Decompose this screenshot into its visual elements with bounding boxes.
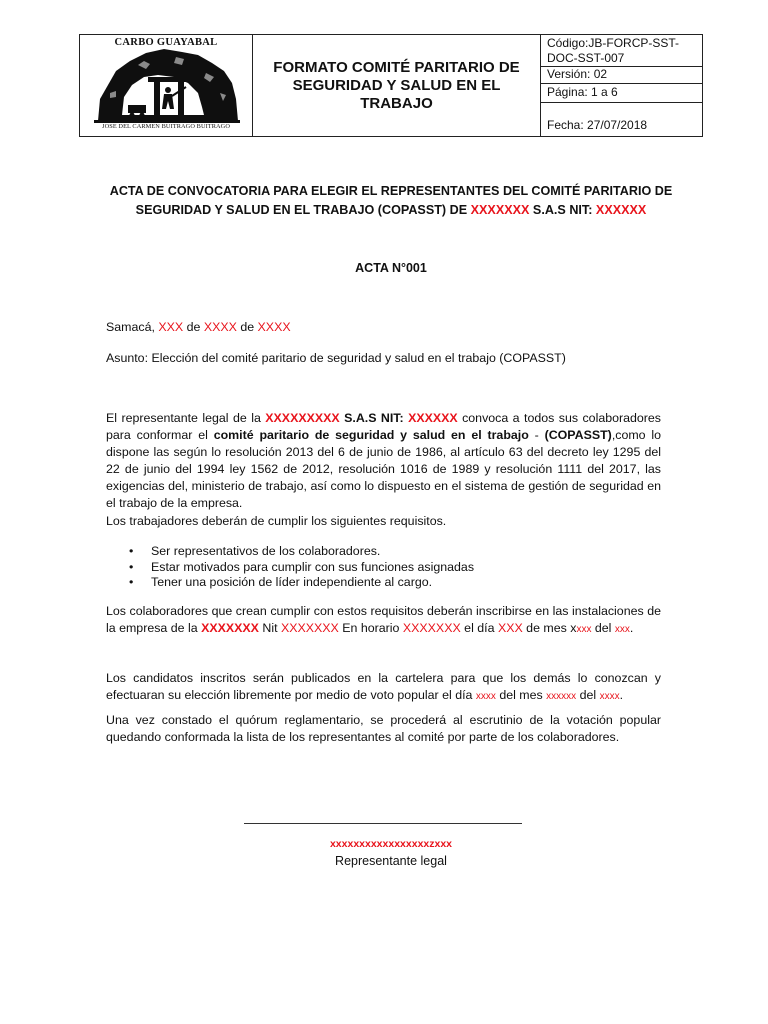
day-placeholder: XXX: [158, 320, 184, 334]
month-placeholder: XXXX: [203, 320, 237, 334]
title-nit-placeholder: XXXXXX: [595, 203, 647, 217]
paragraph-text: .: [629, 621, 634, 635]
copasst-acronym: (COPASST): [544, 428, 612, 442]
paragraph-text: En horario: [338, 621, 403, 635]
place-text: de: [183, 320, 204, 334]
owner-name: JOSE DEL CARMEN BUITRAGO BUITRAGO: [102, 123, 230, 130]
place-text: de: [236, 320, 258, 334]
title-text: ACTA DE CONVOCATORIA PARA ELEGIR EL REPRESENTANTES DEL COMITÉ PARITARIO DE SEGURIDAD Y SALUD EN EL TRABAJO (COPASST) DE: [109, 184, 673, 217]
mining-logo-icon: [94, 49, 240, 123]
signature-line: [244, 823, 522, 824]
paragraph-text: del mes: [495, 688, 547, 702]
paragraph-text: del: [591, 621, 615, 635]
doc-version: Versión: 02: [547, 67, 608, 81]
paragraph-text: Nit: [258, 621, 281, 635]
committee-name: comité paritario de seguridad y salud en el trabajo: [213, 428, 529, 442]
doc-code: Código:JB-FORCP-SST-DOC-SST-007: [547, 36, 680, 65]
year-placeholder: XXXX: [257, 320, 291, 334]
logo-cell: [80, 35, 253, 136]
company-placeholder: XXXXXXXXX: [265, 411, 340, 425]
list-item: • Ser representativos de los colaboradores.: [129, 544, 474, 560]
paragraph-text: del: [576, 688, 600, 702]
nit-placeholder: XXXXXXX: [280, 621, 339, 635]
list-item: • Tener una posición de líder independiente al cargo.: [129, 575, 474, 591]
doc-page: Página: 1 a 6: [547, 85, 618, 99]
header-meta: [540, 35, 702, 136]
publication-paragraph: [106, 670, 661, 705]
paragraph-text: convoca a todos sus colaboradores para conformar el: [106, 411, 662, 442]
place-text: Samacá,: [106, 320, 159, 334]
title-text: S.A.S NIT:: [529, 203, 596, 217]
paragraph-text: el día: [460, 621, 498, 635]
month-placeholder: xxx: [576, 624, 592, 635]
title-company-placeholder: XXXXXXX: [470, 203, 530, 217]
subject-line: Asunto: Elección del comité paritario de seguridad y salud en el trabajo (COPASST): [106, 351, 566, 365]
day-placeholder: XXX: [497, 621, 523, 635]
schedule-placeholder: XXXXXXX: [402, 621, 461, 635]
convocation-paragraph: [106, 410, 661, 512]
header-title: FORMATO COMITÉ PARITARIO DE SEGURIDAD Y SALUD EN EL TRABAJO: [273, 58, 520, 112]
doc-date: Fecha: 27/07/2018: [547, 118, 648, 132]
divider: [541, 83, 702, 84]
list-item: • Estar motivados para cumplir con sus funciones asignadas: [129, 560, 474, 576]
day-placeholder: xxxx: [475, 691, 496, 702]
paragraph-text: de mes x: [522, 621, 577, 635]
year-placeholder: xxx: [614, 624, 630, 635]
paragraph-text: ,como lo dispone las según lo resolución 2013 del 6 de junio de 1986, al artículo 63 del decreto ley 1295 del 22 de junio del 1994 ley 1562 de 2012, resolución 1016 de 1989 y resolución 1111 del 2017, las exigencias del, ministerio de trabajo, así como lo dispuesto en el sistema de gestión de seguridad en el trabajo de la empresa.: [106, 428, 662, 510]
company-placeholder: XXXXXXX: [201, 621, 259, 635]
paragraph-text: -: [528, 428, 545, 442]
paragraph-text: Los colaboradores que crean cumplir con estos requisitos deberán inscribirse en las instalaciones de la empresa de la: [106, 604, 661, 635]
quorum-paragraph: Una vez constado el quórum reglamentario, se procederá al escrutinio de la votación popular quedando conformada la lista de los representantes al comité por parte de los colaboradores.: [106, 713, 661, 744]
paragraph-text: Los candidatos inscritos serán publicados en la cartelera para que los demás lo conozcan y efectuaran su elección libremente por medio de voto popular el día: [106, 671, 661, 702]
divider: [541, 102, 702, 103]
registration-paragraph: [106, 603, 661, 638]
company-name: CARBO GUAYABAL: [114, 37, 218, 48]
paragraph-text: S.A.S NIT:: [339, 411, 409, 425]
nit-placeholder: XXXXXX: [408, 411, 458, 425]
signature-role: Representante legal: [335, 854, 447, 868]
paragraph-text: .: [619, 688, 624, 702]
acta-number: ACTA N°001: [355, 261, 427, 275]
year-placeholder: xxxx: [599, 691, 620, 702]
requirements-list: [129, 544, 474, 591]
document-header: [79, 34, 703, 137]
document-title: [79, 182, 703, 220]
month-placeholder: xxxxxx: [546, 691, 577, 702]
paragraph-text: El representante legal de la: [106, 411, 266, 425]
requirements-intro: Los trabajadores deberán de cumplir los siguientes requisitos.: [106, 514, 447, 528]
signature-name: xxxxxxxxxxxxxxxxxzxxx: [329, 838, 453, 850]
place-date: [106, 319, 661, 336]
